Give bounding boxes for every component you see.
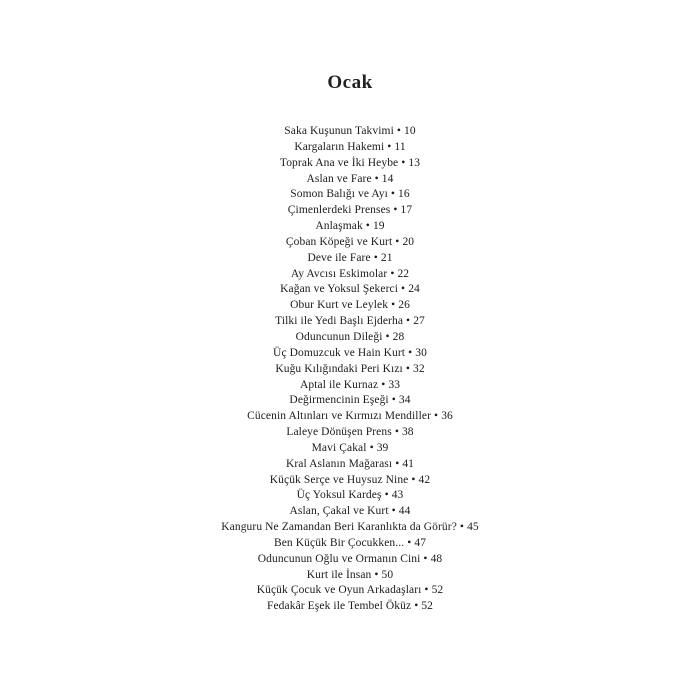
toc-entry-title: Küçük Çocuk ve Oyun Arkadaşları [256, 584, 422, 597]
toc-entry-separator: • [405, 362, 410, 375]
toc-entry-title: Cücenin Altınları ve Kırmızı Mendiller [247, 410, 432, 423]
toc-entry-title: Çoban Köpeği ve Kurt [285, 235, 393, 248]
toc-entry-page-number: 36 [441, 410, 453, 423]
toc-entry-page-number: 41 [402, 457, 415, 470]
toc-entry-title: Somon Balığı ve Ayı [290, 188, 388, 201]
toc-entry-page-number: 24 [408, 283, 420, 296]
toc-entry-separator: • [387, 140, 392, 153]
toc-entry-page-number: 11 [394, 140, 406, 153]
toc-entry [0, 251, 700, 267]
toc-entry [0, 504, 700, 520]
toc-entry [0, 219, 700, 235]
toc-entry [0, 156, 700, 172]
toc-entry [0, 330, 700, 346]
table-of-contents [0, 124, 700, 615]
toc-entry-title: Oduncunun Oğlu ve Ormanın Cini [257, 552, 421, 565]
toc-entry-separator: • [396, 125, 402, 137]
toc-entry [0, 187, 700, 203]
toc-entry-separator: • [391, 299, 396, 312]
toc-entry-separator: • [373, 251, 378, 264]
toc-entry-separator: • [390, 188, 396, 201]
toc-entry-separator: • [391, 394, 396, 407]
toc-entry-title: Küçük Serçe ve Huysuz Nine [269, 473, 409, 486]
toc-entry-page-number: 32 [412, 362, 425, 375]
toc-entry-page-number: 21 [380, 251, 393, 264]
toc-entry-title: Aptal ile Kurnaz [299, 378, 379, 391]
toc-entry-title: Ben Küçük Bir Çocukken... [273, 536, 405, 549]
toc-entry-page-number: 52 [431, 584, 444, 597]
toc-entry-title: Kral Aslanın Mağarası [285, 457, 393, 470]
toc-entry-title: Kuğu Kılığındaki Peri Kızı [275, 362, 403, 375]
toc-entry-page-number: 30 [415, 346, 427, 359]
toc-entry-title: Çimenlerdeki Prenses [287, 204, 391, 217]
toc-entry [0, 520, 700, 536]
toc-entry-separator: • [423, 552, 428, 565]
toc-entry-page-number: 17 [400, 204, 413, 217]
toc-entry-page-number: 52 [421, 600, 434, 613]
toc-entry-separator: • [401, 156, 406, 169]
toc-entry-title: Kargaların Hakemi [294, 140, 385, 153]
toc-entry-page-number: 26 [398, 299, 410, 312]
toc-entry-separator: • [393, 204, 398, 217]
toc-entry-page-number: 28 [392, 330, 405, 343]
toc-entry-separator: • [395, 457, 400, 470]
toc-entry-title: Anlaşmak [315, 220, 363, 233]
toc-entry-separator: • [365, 220, 370, 233]
toc-entry-separator: • [406, 315, 411, 328]
toc-entry-separator: • [369, 441, 374, 454]
toc-entry-separator: • [401, 283, 406, 296]
toc-entry-title: Fedakâr Eşek ile Tembel Öküz [266, 600, 412, 613]
toc-entry [0, 393, 700, 409]
toc-entry-page-number: 38 [401, 426, 414, 439]
toc-entry-separator: • [434, 410, 439, 423]
toc-entry-separator: • [459, 521, 465, 534]
toc-entry-separator: • [408, 346, 413, 359]
toc-entry-separator: • [374, 568, 379, 581]
toc-entry [0, 267, 700, 283]
toc-entry [0, 425, 700, 441]
toc-entry-title: Üç Domuzcuk ve Hain Kurt [273, 346, 406, 359]
toc-entry [0, 536, 700, 552]
toc-entry-page-number: 14 [381, 172, 394, 185]
toc-entry-page-number: 45 [467, 521, 479, 534]
toc-entry [0, 140, 700, 156]
toc-entry-page-number: 20 [402, 235, 415, 248]
toc-entry-separator: • [385, 330, 390, 343]
toc-entry [0, 488, 700, 504]
toc-entry [0, 378, 700, 394]
toc-entry-title: Deve ile Fare [307, 251, 371, 264]
toc-entry-title: Oduncunun Dileği [295, 330, 383, 343]
toc-entry-title: Üç Yoksul Kardeş [296, 489, 382, 502]
toc-entry-title: Saka Kuşunun Takvimi [284, 125, 394, 137]
toc-entry-page-number: 16 [398, 188, 410, 201]
toc-entry-page-number: 19 [372, 220, 385, 233]
toc-entry-page-number: 27 [413, 315, 425, 328]
toc-entry [0, 583, 700, 599]
toc-entry-separator: • [381, 378, 386, 391]
toc-entry [0, 457, 700, 473]
toc-entry-title: Obur Kurt ve Leylek [290, 299, 389, 312]
toc-entry-page-number: 33 [388, 378, 401, 391]
toc-entry [0, 441, 700, 457]
toc-entry-page-number: 13 [408, 156, 421, 169]
toc-entry-page-number: 34 [398, 394, 411, 407]
toc-entry-title: Kurt ile İnsan [306, 568, 372, 581]
toc-entry [0, 298, 700, 314]
toc-entry [0, 203, 700, 219]
toc-entry-separator: • [411, 473, 416, 486]
toc-entry-page-number: 47 [414, 536, 427, 549]
toc-entry [0, 409, 700, 425]
toc-entry-title: Aslan, Çakal ve Kurt [289, 505, 389, 518]
toc-entry-title: Ay Avcısı Eskimolar [290, 267, 388, 280]
toc-entry-separator: • [414, 600, 419, 613]
toc-entry-page-number: 42 [418, 473, 431, 486]
toc-entry-title: Laleye Dönüşen Prens [286, 426, 392, 439]
toc-entry [0, 346, 700, 362]
toc-entry-page-number: 39 [376, 441, 389, 454]
toc-entry-separator: • [424, 584, 429, 597]
toc-entry-title: Mavi Çakal [311, 441, 367, 454]
toc-entry-title: Tilki ile Yedi Başlı Ejderha [275, 315, 404, 328]
toc-entry-title: Değirmencinin Eşeği [289, 394, 389, 407]
toc-entry-page-number: 10 [404, 125, 416, 137]
toc-entry-page-number: 44 [398, 505, 411, 518]
toc-entry-separator: • [407, 536, 412, 549]
toc-entry-page-number: 43 [391, 489, 404, 502]
toc-entry [0, 124, 700, 140]
toc-entry-separator: • [390, 267, 395, 280]
toc-entry [0, 235, 700, 251]
toc-entry-title: Kağan ve Yoksul Şekerci [280, 283, 399, 296]
toc-entry-separator: • [391, 505, 396, 518]
toc-entry-separator: • [374, 172, 379, 185]
toc-entry [0, 314, 700, 330]
toc-entry [0, 473, 700, 489]
toc-entry [0, 362, 700, 378]
toc-entry-separator: • [384, 489, 389, 502]
toc-entry-page-number: 48 [430, 552, 443, 565]
toc-entry [0, 552, 700, 568]
toc-entry [0, 599, 700, 615]
toc-entry [0, 568, 700, 584]
toc-entry-title: Toprak Ana ve İki Heybe [279, 156, 399, 169]
toc-entry-separator: • [395, 235, 400, 248]
toc-entry-title: Kanguru Ne Zamandan Beri Karanlıkta da Görür? [221, 521, 457, 534]
toc-entry-separator: • [394, 426, 399, 439]
section-title: Ocak [327, 72, 373, 93]
toc-entry [0, 282, 700, 298]
toc-entry-page-number: 50 [381, 568, 394, 581]
toc-entry-title: Aslan ve Fare [306, 172, 372, 185]
toc-entry-page-number: 22 [397, 267, 410, 280]
toc-entry [0, 172, 700, 188]
